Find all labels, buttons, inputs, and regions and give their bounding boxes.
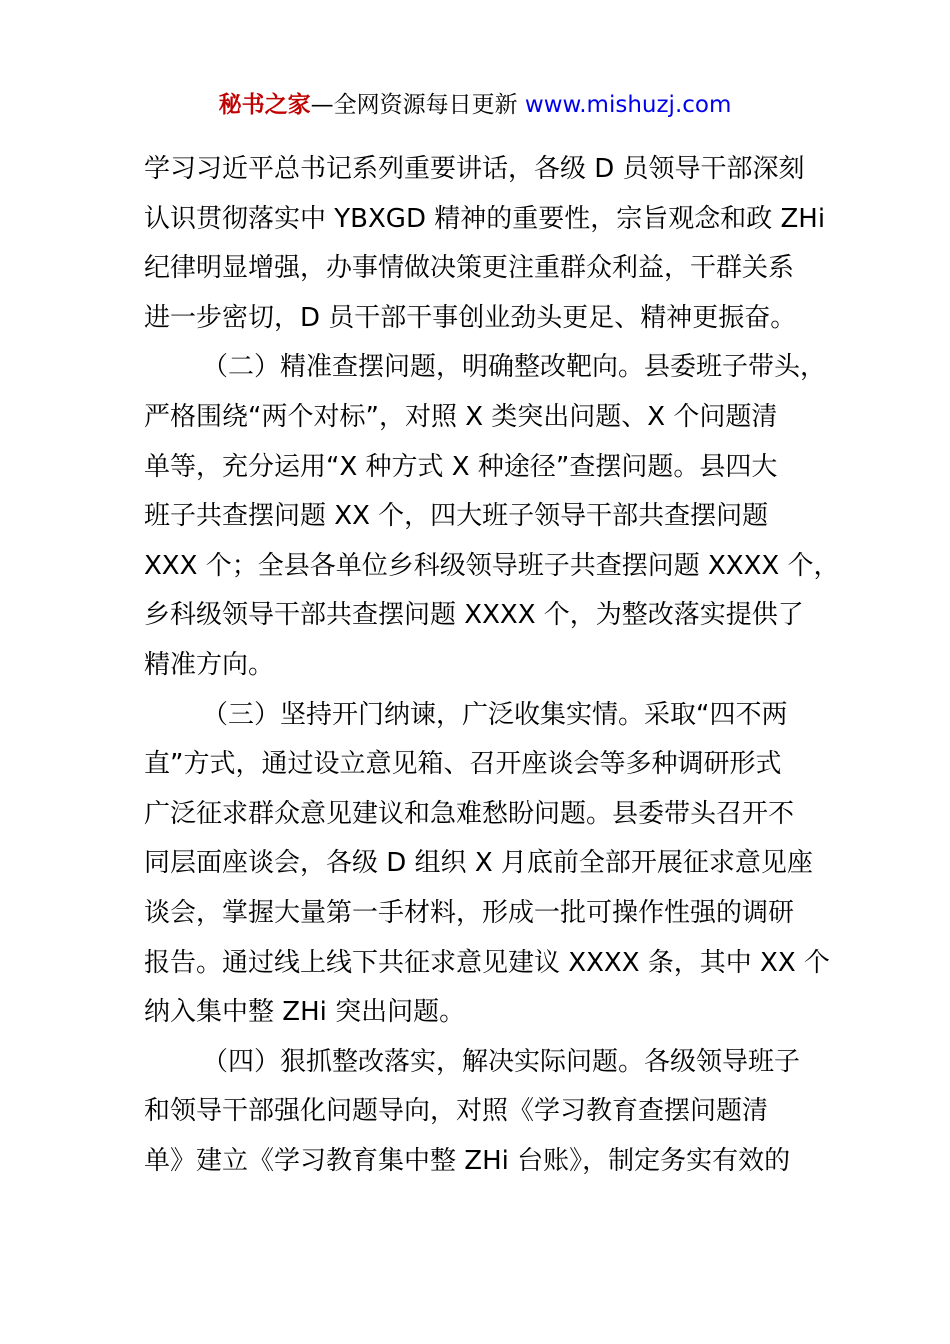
text-line: 广泛征求群众意见建议和急难愁盼问题。县委带头召开不 [144,798,795,829]
text-line: 直”方式，通过设立意见箱、召开座谈会等多种调研形式 [144,749,782,780]
section-heading-line: （三）坚持开门纳谏，广泛收集实情。采取“四不两 [202,699,788,730]
text-line: 和领导干部强化问题导向，对照《学习教育查摆问题清 [144,1096,769,1127]
text-line: 纳入集中整 ZHi 突出问题。 [144,997,466,1028]
document-body [144,145,840,1186]
text-line: XXX 个；全县各单位乡科级领导班子共查摆问题 XXXX 个， [144,550,840,581]
text-line: 单等，充分运用“X 种方式 X 种途径”查摆问题。县四大 [144,451,778,482]
text-line: 单》建立《学习教育集中整 ZHi 台账》，制定务实有效的 [144,1145,791,1176]
text-line: 精准方向。 [144,649,275,680]
text-line: 报告。通过线上线下共征求意见建议 XXXX 条，其中 XX 个 [144,947,830,978]
section-heading-line: （二）精准查摆问题，明确整改靶向。县委班子带头， [202,352,827,383]
text-line: 同层面座谈会，各级 D 组织 X 月底前全部开展征求意见座 [144,848,813,879]
section-heading-line: （四）狠抓整改落实，解决实际问题。各级领导班子 [202,1046,801,1077]
text-line: 乡科级领导干部共查摆问题 XXXX 个，为整改落实提供了 [144,600,804,631]
text-line: 进一步密切，D 员干部干事创业劲头更足、精神更振奋。 [144,302,797,333]
header-tagline: —全网资源每日更新 [310,92,518,118]
text-line: 认识贯彻落实中 YBXGD 精神的重要性，宗旨观念和政 ZHi [144,203,826,234]
text-line: 纪律明显增强，办事情做决策更注重群众利益，干群关系 [144,253,795,284]
site-link[interactable]: www.mishuzj.com [524,92,732,118]
text-line: 谈会，掌握大量第一手材料，形成一批可操作性强的调研 [144,897,795,928]
brand-name: 秘书之家 [218,92,311,118]
text-line: 学习习近平总书记系列重要讲话，各级 D 员领导干部深刻 [144,154,805,184]
text-line: 严格围绕“两个对标”，对照 X 类突出问题、X 个问题清 [144,401,778,432]
text-line: 班子共查摆问题 XX 个，四大班子领导干部共查摆问题 [144,501,769,532]
page-header [0,88,950,122]
